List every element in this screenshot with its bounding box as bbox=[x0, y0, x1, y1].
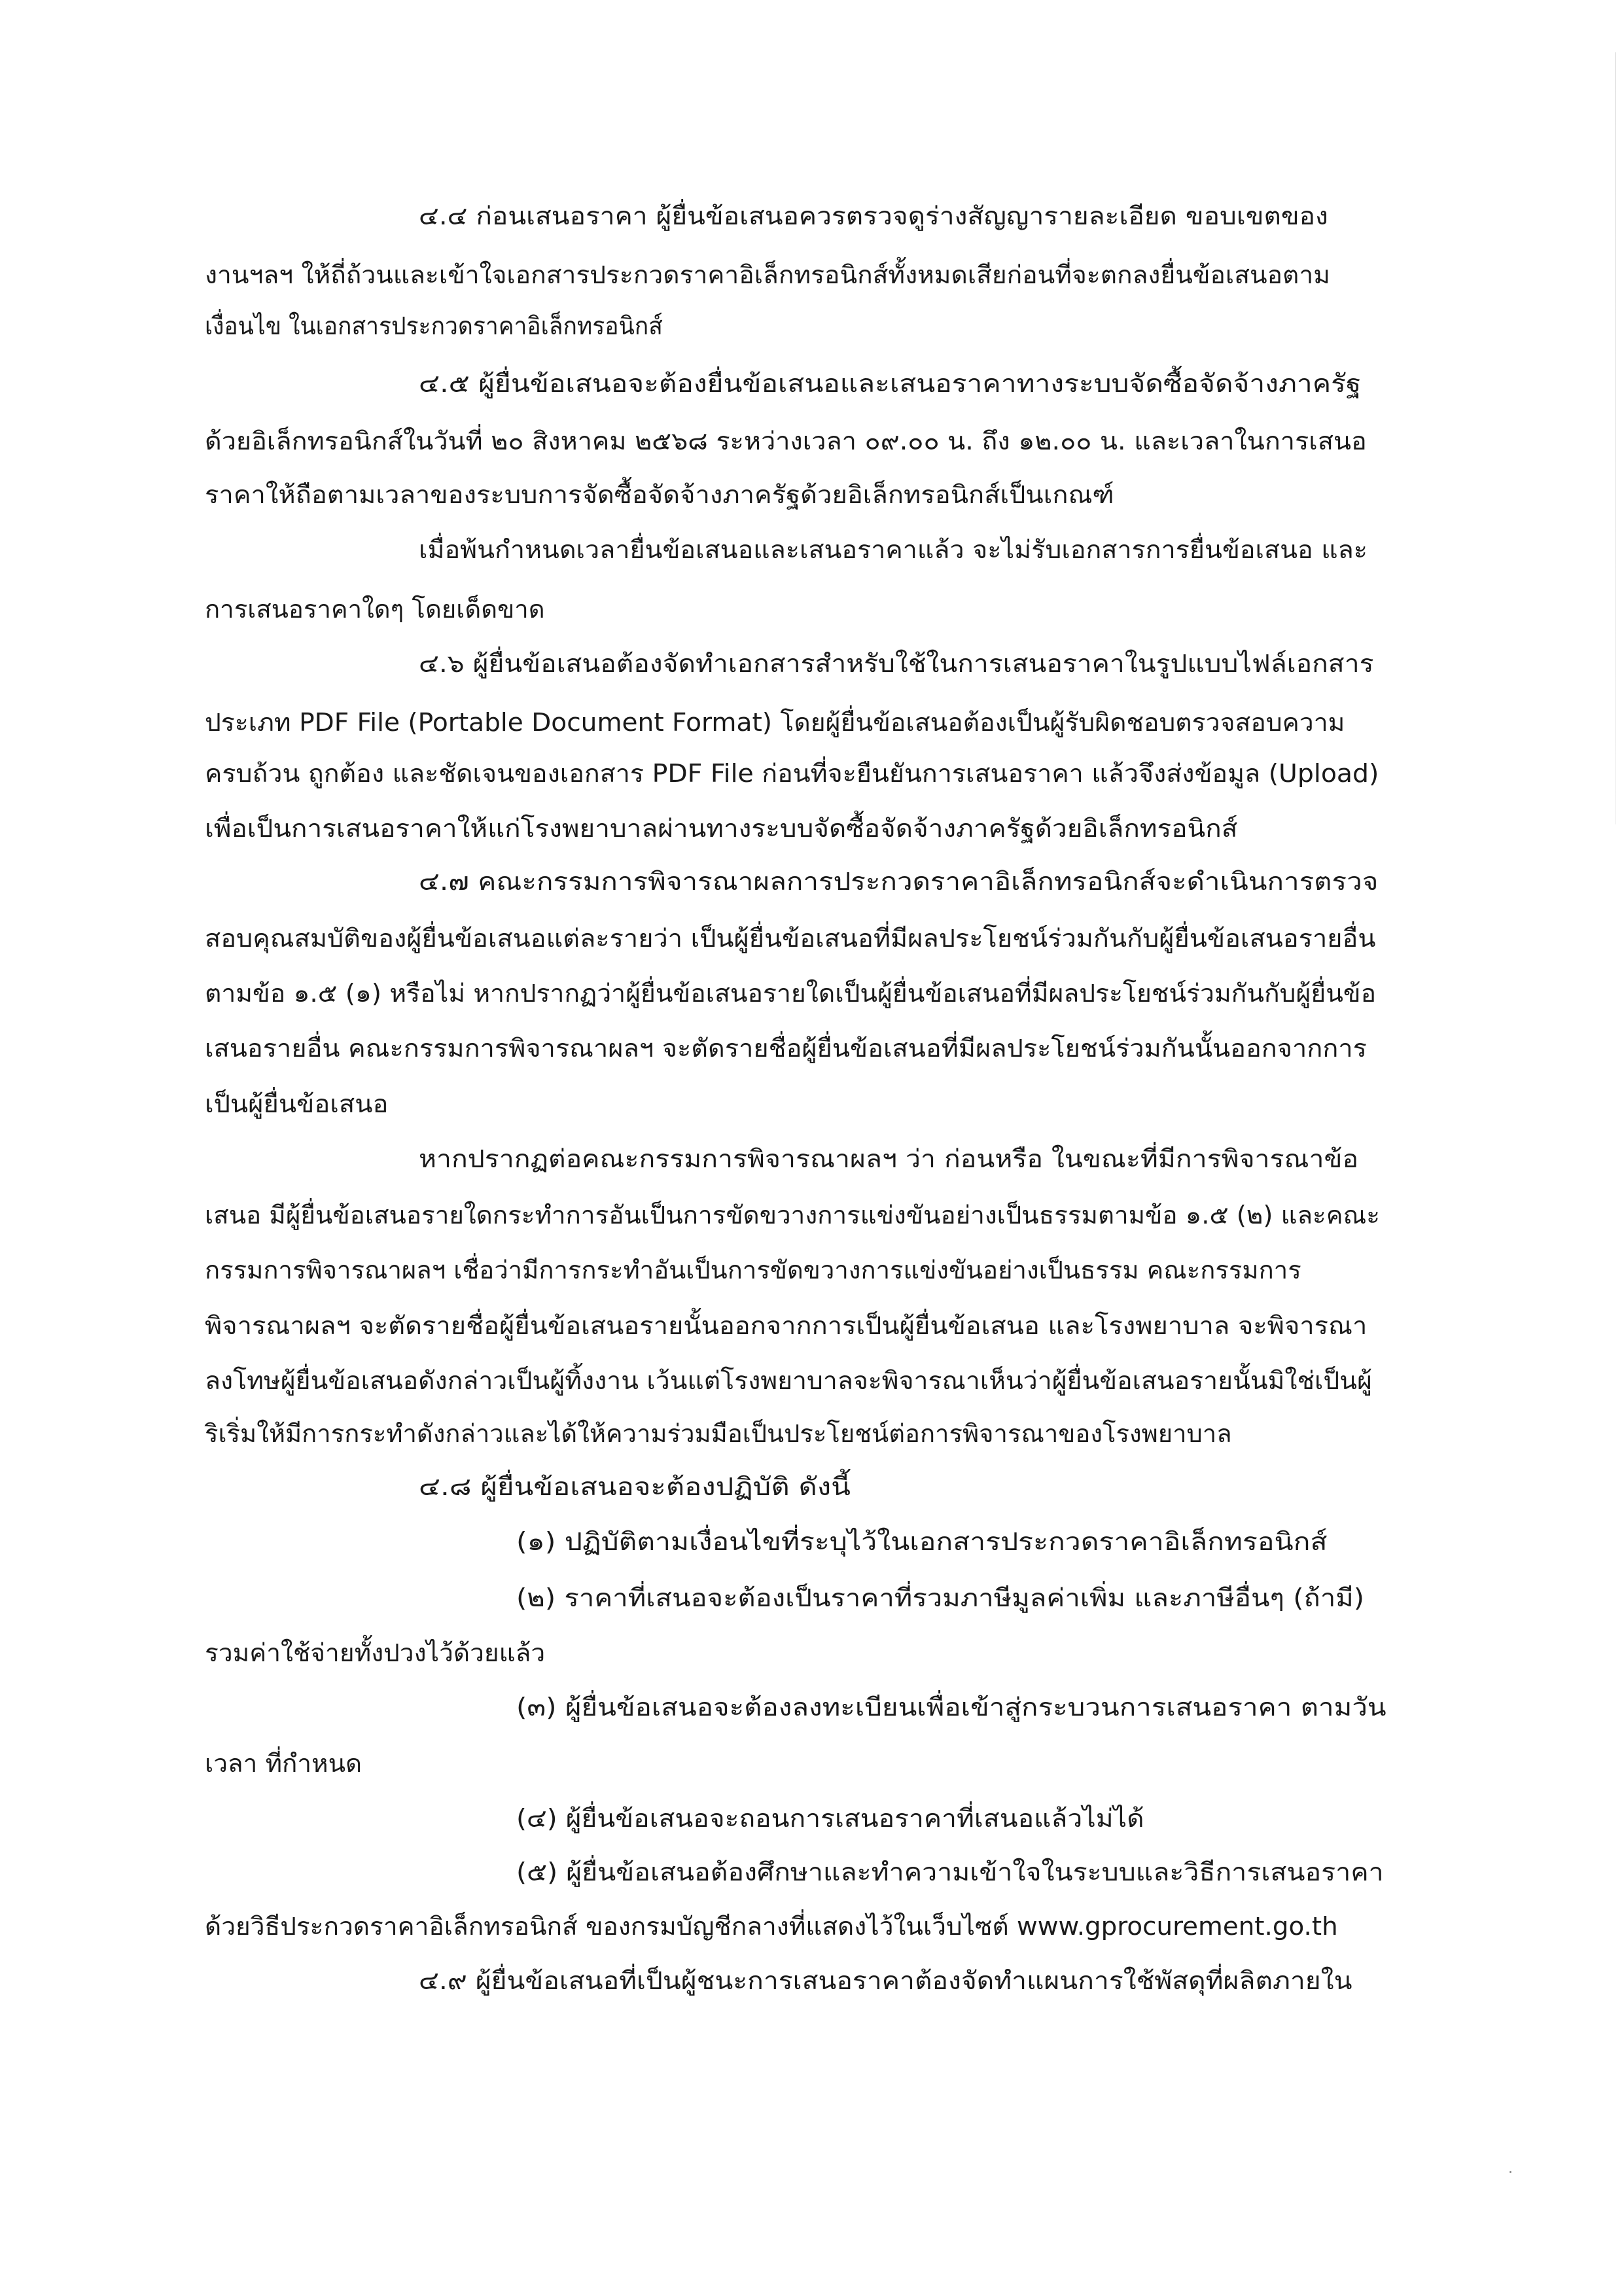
para-4-9-line-1: ๔.๙ ผู้ยื่นข้อเสนอที่เป็นผู้ชนะการเสนอราคาต้องจัดทำแผนการใช้พัสดุที่ผลิตภายใน bbox=[419, 1966, 1352, 1995]
para-4-7-sub-line-5: ลงโทษผู้ยื่นข้อเสนอดังกล่าวเป็นผู้ทิ้งงาน เว้นแต่โรงพยาบาลจะพิจารณาเห็นว่าผู้ยื่นข้อเสนอรายนั้นมิใช่เป็นผู้ bbox=[205, 1366, 1372, 1395]
para-4-8-item-4: (๔) ผู้ยื่นข้อเสนอจะถอนการเสนอราคาที่เสนอแล้วไม่ได้ bbox=[516, 1804, 1144, 1833]
scan-edge-line bbox=[1615, 52, 1616, 824]
para-4-5-line-2: ด้วยอิเล็กทรอนิกส์ในวันที่ ๒๐ สิงหาคม ๒๕๖๘ ระหว่างเวลา ๐๙.๐๐ น. ถึง ๑๒.๐๐ น. และเวลาในการเสนอ bbox=[205, 427, 1367, 455]
para-4-6-line-3: ครบถ้วน ถูกต้อง และชัดเจนของเอกสาร PDF File ก่อนที่จะยืนยันการเสนอราคา แล้วจึงส่งข้อมูล (Upload) bbox=[205, 759, 1379, 788]
para-4-6-line-2: ประเภท PDF File (Portable Document Format) โดยผู้ยื่นข้อเสนอต้องเป็นผู้รับผิดชอบตรวจสอบความ bbox=[205, 708, 1345, 737]
para-4-8-item-2: (๒) ราคาที่เสนอจะต้องเป็นราคาที่รวมภาษีมูลค่าเพิ่ม และภาษีอื่นๆ (ถ้ามี) bbox=[516, 1583, 1365, 1612]
para-4-7-line-3: ตามข้อ ๑.๕ (๑) หรือไม่ หากปรากฏว่าผู้ยื่นข้อเสนอรายใดเป็นผู้ยื่นข้อเสนอที่มีผลประโยชน์ร่วมกันกับผู้ยื่นข้อ bbox=[205, 979, 1377, 1008]
para-4-7-sub-line-3: กรรมการพิจารณาผลฯ เชื่อว่ามีการกระทำอันเป็นการขัดขวางการแข่งขันอย่างเป็นธรรม คณะกรรมการ bbox=[205, 1256, 1301, 1284]
para-4-4-line-2: งานฯลฯ ให้ถี่ถ้วนและเข้าใจเอกสารประกวดราคาอิเล็กทรอนิกส์ทั้งหมดเสียก่อนที่จะตกลงยื่นข้อเสนอตาม bbox=[205, 260, 1330, 289]
para-4-5-line-1: ๔.๕ ผู้ยื่นข้อเสนอจะต้องยื่นข้อเสนอและเสนอราคาทางระบบจัดซื้อจัดจ้างภาครัฐ bbox=[419, 369, 1362, 398]
para-4-5-sub-line-2: การเสนอราคาใดๆ โดยเด็ดขาด bbox=[205, 595, 545, 624]
para-4-8-item-1: (๑) ปฏิบัติตามเงื่อนไขที่ระบุไว้ในเอกสารประกวดราคาอิเล็กทรอนิกส์ bbox=[516, 1527, 1328, 1556]
para-4-8-item-2-cont: รวมค่าใช้จ่ายทั้งปวงไว้ด้วยแล้ว bbox=[205, 1638, 546, 1667]
para-4-7-line-2: สอบคุณสมบัติของผู้ยื่นข้อเสนอแต่ละรายว่า เป็นผู้ยื่นข้อเสนอที่มีผลประโยชน์ร่วมกันกับผู้ยื่นข้อเสนอรายอื่น bbox=[205, 924, 1376, 953]
para-4-8-heading: ๔.๘ ผู้ยื่นข้อเสนอจะต้องปฏิบัติ ดังนี้ bbox=[419, 1472, 851, 1501]
para-4-7-line-5: เป็นผู้ยื่นข้อเสนอ bbox=[205, 1089, 389, 1118]
para-4-7-sub-line-6: ริเริ่มให้มีการกระทำดังกล่าวและได้ให้ความร่วมมือเป็นประโยชน์ต่อการพิจารณาของโรงพยาบาล bbox=[205, 1419, 1232, 1448]
para-4-8-item-5: (๕) ผู้ยื่นข้อเสนอต้องศึกษาและทำความเข้าใจในระบบและวิธีการเสนอราคา bbox=[516, 1858, 1384, 1886]
scan-speck bbox=[1509, 2171, 1511, 2173]
para-4-8-item-3: (๓) ผู้ยื่นข้อเสนอจะต้องลงทะเบียนเพื่อเข้าสู่กระบวนการเสนอราคา ตามวัน bbox=[516, 1693, 1386, 1722]
para-4-5-sub-line-1: เมื่อพ้นกำหนดเวลายื่นข้อเสนอและเสนอราคาแล้ว จะไม่รับเอกสารการยื่นข้อเสนอ และ bbox=[419, 535, 1368, 564]
para-4-8-item-5-cont: ด้วยวิธีประกวดราคาอิเล็กทรอนิกส์ ของกรมบัญชีกลางที่แสดงไว้ในเว็บไซต์ www.gprocurement.go.th bbox=[205, 1912, 1338, 1941]
para-4-7-sub-line-2: เสนอ มีผู้ยื่นข้อเสนอรายใดกระทำการอันเป็นการขัดขวางการแข่งขันอย่างเป็นธรรมตามข้อ ๑.๕ (๒) และคณะ bbox=[205, 1201, 1380, 1229]
para-4-7-line-4: เสนอรายอื่น คณะกรรมการพิจารณาผลฯ จะตัดรายชื่อผู้ยื่นข้อเสนอที่มีผลประโยชน์ร่วมกันนั้นออกจากการ bbox=[205, 1034, 1367, 1063]
para-4-7-sub-line-4: พิจารณาผลฯ จะตัดรายชื่อผู้ยื่นข้อเสนอรายนั้นออกจากการเป็นผู้ยื่นข้อเสนอ และโรงพยาบาล จะพิจารณา bbox=[205, 1311, 1368, 1340]
para-4-4-line-3: เงื่อนไข ในเอกสารประกวดราคาอิเล็กทรอนิกส์ bbox=[205, 311, 663, 340]
para-4-6-line-4: เพื่อเป็นการเสนอราคาให้แก่โรงพยาบาลผ่านทางระบบจัดซื้อจัดจ้างภาครัฐด้วยอิเล็กทรอนิกส์ bbox=[205, 814, 1238, 843]
para-4-4-line-1: ๔.๔ ก่อนเสนอราคา ผู้ยื่นข้อเสนอควรตรวจดูร่างสัญญารายละเอียด ขอบเขตของ bbox=[419, 202, 1328, 230]
para-4-5-line-3: ราคาให้ถือตามเวลาของระบบการจัดซื้อจัดจ้างภาครัฐด้วยอิเล็กทรอนิกส์เป็นเกณฑ์ bbox=[205, 480, 1114, 509]
para-4-8-item-3-cont: เวลา ที่กำหนด bbox=[205, 1749, 362, 1778]
para-4-7-line-1: ๔.๗ คณะกรรมการพิจารณาผลการประกวดราคาอิเล็กทรอนิกส์จะดำเนินการตรวจ bbox=[419, 867, 1379, 896]
para-4-7-sub-line-1: หากปรากฏต่อคณะกรรมการพิจารณาผลฯ ว่า ก่อนหรือ ในขณะที่มีการพิจารณาข้อ bbox=[419, 1144, 1359, 1173]
para-4-6-line-1: ๔.๖ ผู้ยื่นข้อเสนอต้องจัดทำเอกสารสำหรับใช้ในการเสนอราคาในรูปแบบไฟล์เอกสาร bbox=[419, 649, 1374, 678]
